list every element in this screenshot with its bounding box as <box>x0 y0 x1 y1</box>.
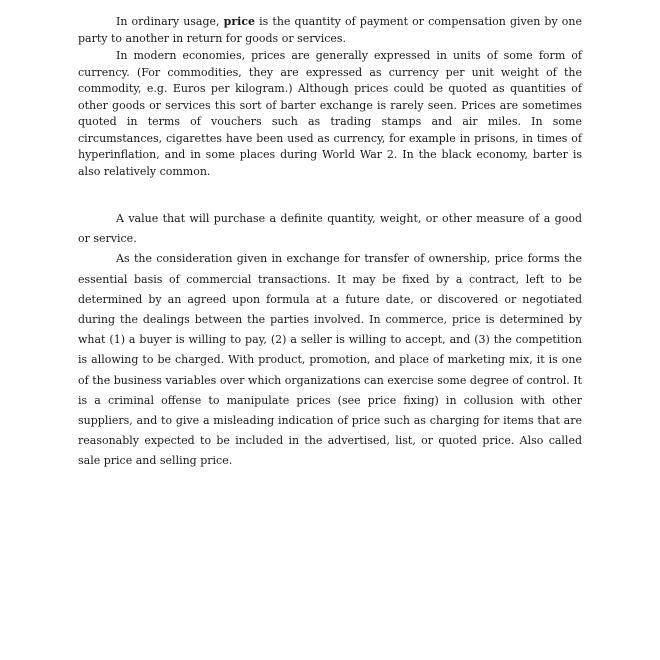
paragraph-text-before: In ordinary usage, <box>116 15 224 28</box>
section-commercial-definition <box>78 209 582 472</box>
paragraph-price-definition <box>78 14 582 47</box>
paragraph-text-after: is the quantity of payment or compensation given by one party to another in return for goods or services. <box>78 15 583 45</box>
section-ordinary-usage <box>78 14 582 181</box>
paragraph-value-definition: A value that will purchase a definite quantity, weight, or other measure of a good or service. <box>78 212 582 246</box>
paragraph-consideration: As the consideration given in exchange for transfer of ownership, price forms the essential basis of commercial transactions. It may be fixed by a contract, left to be determined by an agreed upon formula at a future date, or discovered or negotiated during the dealings between the parties involved. In commerce, price is determined by what (1) a buyer is willing to pay, (2) a seller is willing to accept, and (3) the competition is allowing to be charged. With product, promotion, and place of marketing mix, it is one of the business variables over which organizations can exercise some degree of control. It is a criminal offense to manipulate prices (see price fixing) in collusion with other suppliers, and to give a misleading indication of price such as charging for items that are reasonably expected to be included in the advertised, list, or quoted price. Also called sale price and selling price. <box>78 252 582 468</box>
bold-term-price: price <box>223 15 256 28</box>
paragraph-modern-economies: In modern economies, prices are generally expressed in units of some form of currency. (For commodities, they are expressed as currency per unit weight of the commodity, e.g. Euros per kilogram.) Although prices could be quoted as quantities of other goods or services this sort of barter exchange is rarely seen. Prices are sometimes quoted in terms of vouchers such as trading stamps and air miles. In some circumstances, cigarettes have been used as currency, for example in prisons, in times of hyperinflation, and in some places during World War 2. In the black economy, barter is also relatively common. <box>78 49 582 178</box>
